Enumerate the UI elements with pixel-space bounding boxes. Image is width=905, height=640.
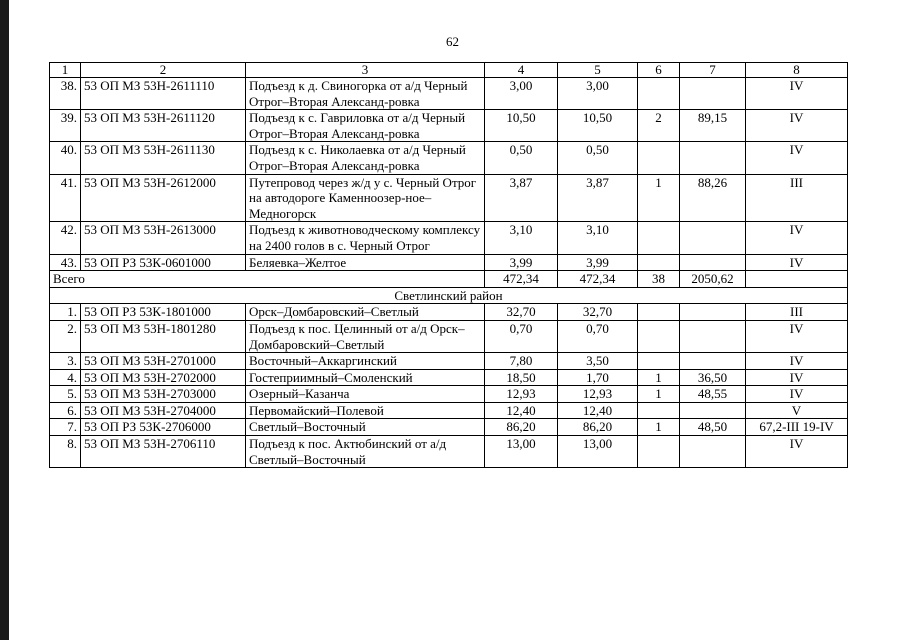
- road-name-cell: Подъезд к с. Гавриловка от а/д Черный Отрог–Вторая Александ-ровка: [246, 110, 485, 142]
- length-total-cell: 12,93: [485, 386, 558, 403]
- road-name-cell: Восточный–Аккаргинский: [246, 353, 485, 370]
- length-total-cell: 13,00: [485, 436, 558, 468]
- bridge-length-cell: [680, 436, 746, 468]
- road-code-cell: 53 ОП РЗ 53К-1801000: [81, 304, 246, 321]
- road-code-cell: 53 ОП МЗ 53Н-2703000: [81, 386, 246, 403]
- row-number-cell: 8.: [50, 436, 81, 468]
- row-number-cell: 38.: [50, 78, 81, 110]
- row-number-cell: 5.: [50, 386, 81, 403]
- road-category-cell: IV: [746, 222, 848, 254]
- road-name-cell: Светлый–Восточный: [246, 419, 485, 436]
- table-row: [50, 254, 848, 271]
- length-paved-cell: 0,70: [558, 320, 638, 352]
- bridge-length-cell: 88,26: [680, 174, 746, 222]
- length-paved-cell: 3,99: [558, 254, 638, 271]
- bridge-length-cell: [680, 78, 746, 110]
- road-code-cell: 53 ОП МЗ 53Н-2702000: [81, 369, 246, 386]
- length-total-cell: 86,20: [485, 419, 558, 436]
- length-total-cell: 7,80: [485, 353, 558, 370]
- row-number-cell: 7.: [50, 419, 81, 436]
- table-row: [50, 419, 848, 436]
- column-number-row: [50, 63, 848, 78]
- bridge-count-cell: [638, 353, 680, 370]
- road-category-cell: IV: [746, 369, 848, 386]
- table-row: [50, 320, 848, 352]
- header-cell: 7: [680, 63, 746, 78]
- road-code-cell: 53 ОП МЗ 53Н-2706110: [81, 436, 246, 468]
- bridge-length-cell: [680, 142, 746, 174]
- bridge-count-cell: [638, 222, 680, 254]
- road-name-cell: Подъезд к пос. Актюбинский от а/д Светлый–Восточный: [246, 436, 485, 468]
- length-paved-cell: 3,00: [558, 78, 638, 110]
- road-code-cell: 53 ОП РЗ 53К-0601000: [81, 254, 246, 271]
- length-total-cell: 12,40: [485, 402, 558, 419]
- table-row: [50, 386, 848, 403]
- bridge-count-cell: 1: [638, 419, 680, 436]
- bridge-length-cell: 36,50: [680, 369, 746, 386]
- road-name-cell: Подъезд к д. Свиногорка от а/д Черный Отрог–Вторая Александ-ровка: [246, 78, 485, 110]
- road-code-cell: 53 ОП МЗ 53Н-1801280: [81, 320, 246, 352]
- table-row: [50, 436, 848, 468]
- road-category-cell: V: [746, 402, 848, 419]
- row-number-cell: 2.: [50, 320, 81, 352]
- roads-table: [49, 62, 848, 468]
- length-total-cell: 3,87: [485, 174, 558, 222]
- length-total-cell: 3,99: [485, 254, 558, 271]
- header-cell: 5: [558, 63, 638, 78]
- bridge-count-cell: [638, 78, 680, 110]
- bridge-length-cell: 48,55: [680, 386, 746, 403]
- road-category-cell: IV: [746, 78, 848, 110]
- bridge-count-cell: [638, 402, 680, 419]
- length-paved-cell: 10,50: [558, 110, 638, 142]
- road-name-cell: Подъезд к пос. Целинный от а/д Орск–Домбаровский–Светлый: [246, 320, 485, 352]
- road-name-cell: Орск–Домбаровский–Светлый: [246, 304, 485, 321]
- row-number-cell: 42.: [50, 222, 81, 254]
- road-code-cell: 53 ОП МЗ 53Н-2611120: [81, 110, 246, 142]
- length-paved-cell: 86,20: [558, 419, 638, 436]
- row-number-cell: 41.: [50, 174, 81, 222]
- page-number: 62: [446, 34, 459, 49]
- length-paved-cell: 1,70: [558, 369, 638, 386]
- section-header-row: [50, 287, 848, 304]
- bridge-count-cell: 1: [638, 174, 680, 222]
- road-code-cell: 53 ОП МЗ 53Н-2704000: [81, 402, 246, 419]
- road-category-cell: IV: [746, 110, 848, 142]
- total-bridge-length-cell: 2050,62: [680, 271, 746, 288]
- total-length-total-cell: 472,34: [485, 271, 558, 288]
- road-category-cell: 67,2-III 19-IV: [746, 419, 848, 436]
- row-number-cell: 6.: [50, 402, 81, 419]
- row-number-cell: 43.: [50, 254, 81, 271]
- length-total-cell: 18,50: [485, 369, 558, 386]
- table-row: [50, 304, 848, 321]
- row-number-cell: 4.: [50, 369, 81, 386]
- row-number-cell: 40.: [50, 142, 81, 174]
- bridge-count-cell: [638, 254, 680, 271]
- road-name-cell: Подъезд к животноводческому комплексу на 2400 голов в с. Черный Отрог: [246, 222, 485, 254]
- bridge-length-cell: [680, 304, 746, 321]
- header-cell: 1: [50, 63, 81, 78]
- length-total-cell: 10,50: [485, 110, 558, 142]
- road-category-cell: IV: [746, 436, 848, 468]
- total-length-paved-cell: 472,34: [558, 271, 638, 288]
- table-body: [50, 63, 848, 468]
- road-name-cell: Путепровод через ж/д у с. Черный Отрог на автодороге Каменноозер-ное– Медногорск: [246, 174, 485, 222]
- road-code-cell: 53 ОП МЗ 53Н-2611130: [81, 142, 246, 174]
- road-name-cell: Первомайский–Полевой: [246, 402, 485, 419]
- bridge-count-cell: [638, 320, 680, 352]
- table-row: [50, 402, 848, 419]
- length-paved-cell: 3,87: [558, 174, 638, 222]
- header-cell: 6: [638, 63, 680, 78]
- length-paved-cell: 12,40: [558, 402, 638, 419]
- length-paved-cell: 3,50: [558, 353, 638, 370]
- road-code-cell: 53 ОП МЗ 53Н-2611110: [81, 78, 246, 110]
- bridge-length-cell: 89,15: [680, 110, 746, 142]
- road-code-cell: 53 ОП МЗ 53Н-2612000: [81, 174, 246, 222]
- bridge-count-cell: 1: [638, 386, 680, 403]
- total-bridge-count-cell: 38: [638, 271, 680, 288]
- bridge-length-cell: [680, 222, 746, 254]
- bridge-length-cell: [680, 402, 746, 419]
- road-code-cell: 53 ОП МЗ 53Н-2613000: [81, 222, 246, 254]
- length-paved-cell: 3,10: [558, 222, 638, 254]
- table-row: [50, 110, 848, 142]
- table-row: [50, 369, 848, 386]
- total-row: [50, 271, 848, 288]
- length-total-cell: 3,10: [485, 222, 558, 254]
- length-paved-cell: 12,93: [558, 386, 638, 403]
- length-total-cell: 3,00: [485, 78, 558, 110]
- road-name-cell: Гостеприимный–Смоленский: [246, 369, 485, 386]
- road-category-cell: IV: [746, 320, 848, 352]
- header-cell: 4: [485, 63, 558, 78]
- length-total-cell: 0,70: [485, 320, 558, 352]
- bridge-count-cell: 2: [638, 110, 680, 142]
- road-category-cell: IV: [746, 254, 848, 271]
- road-name-cell: Подъезд к с. Николаевка от а/д Черный Отрог–Вторая Александ-ровка: [246, 142, 485, 174]
- length-paved-cell: 13,00: [558, 436, 638, 468]
- length-total-cell: 0,50: [485, 142, 558, 174]
- row-number-cell: 39.: [50, 110, 81, 142]
- table-row: [50, 222, 848, 254]
- bridge-length-cell: 48,50: [680, 419, 746, 436]
- header-cell: 2: [81, 63, 246, 78]
- road-name-cell: Беляевка–Желтое: [246, 254, 485, 271]
- road-category-cell: IV: [746, 142, 848, 174]
- road-code-cell: 53 ОП РЗ 53К-2706000: [81, 419, 246, 436]
- length-paved-cell: 32,70: [558, 304, 638, 321]
- bridge-count-cell: [638, 304, 680, 321]
- header-cell: 8: [746, 63, 848, 78]
- road-category-cell: IV: [746, 353, 848, 370]
- road-category-cell: IV: [746, 386, 848, 403]
- total-road-category-cell: [746, 271, 848, 288]
- table-row: [50, 174, 848, 222]
- bridge-count-cell: [638, 436, 680, 468]
- bridge-length-cell: [680, 353, 746, 370]
- bridge-length-cell: [680, 320, 746, 352]
- road-category-cell: III: [746, 174, 848, 222]
- section-title: Светлинский район: [50, 287, 848, 304]
- length-paved-cell: 0,50: [558, 142, 638, 174]
- road-name-cell: Озерный–Казанча: [246, 386, 485, 403]
- bridge-length-cell: [680, 254, 746, 271]
- total-label: Всего: [50, 271, 485, 288]
- table-row: [50, 353, 848, 370]
- header-cell: 3: [246, 63, 485, 78]
- bridge-count-cell: 1: [638, 369, 680, 386]
- row-number-cell: 1.: [50, 304, 81, 321]
- table-row: [50, 142, 848, 174]
- table-row: [50, 78, 848, 110]
- scan-edge-bar: [0, 0, 9, 640]
- length-total-cell: 32,70: [485, 304, 558, 321]
- road-code-cell: 53 ОП МЗ 53Н-2701000: [81, 353, 246, 370]
- bridge-count-cell: [638, 142, 680, 174]
- row-number-cell: 3.: [50, 353, 81, 370]
- road-category-cell: III: [746, 304, 848, 321]
